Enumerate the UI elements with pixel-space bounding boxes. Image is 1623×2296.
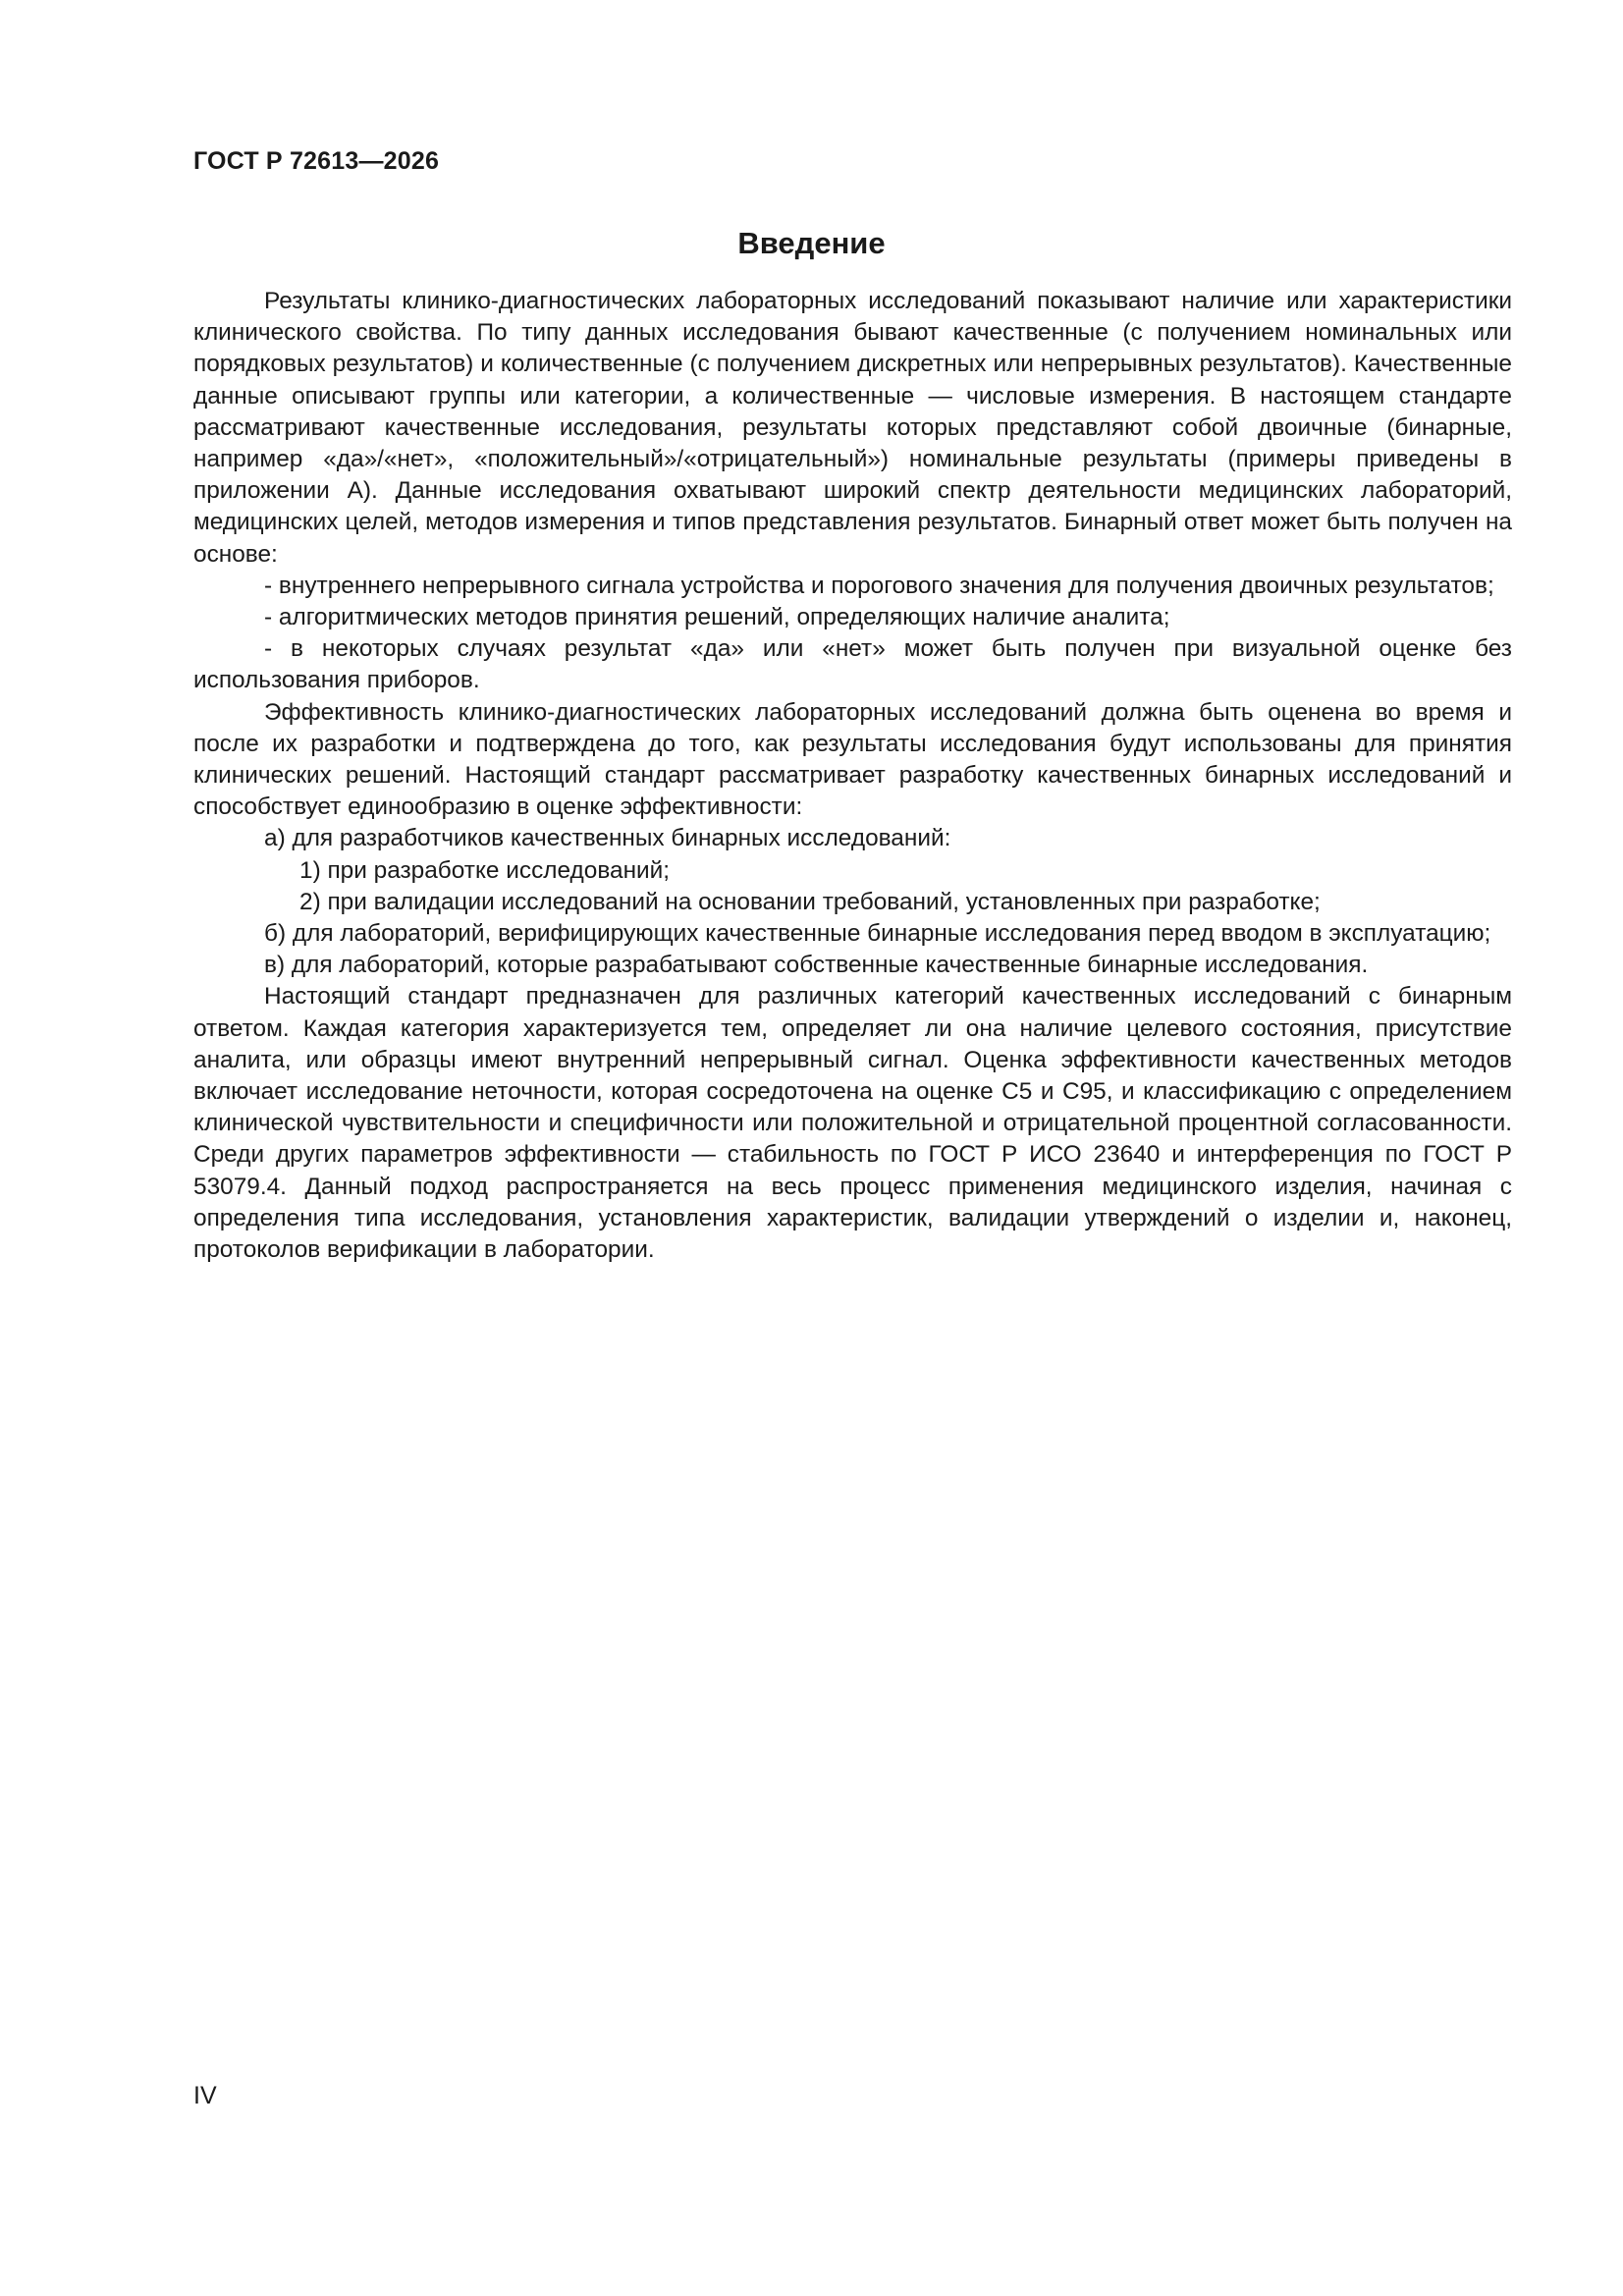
section-title: Введение: [737, 226, 886, 260]
paragraph-scope: Настоящий стандарт предназначен для различных категорий качественных исследований с бинарным ответом. Каждая категория характеризуется тем, определяет ли она наличие целевого состояния, присутствие аналита, или образцы имеют внутренний непрерывный сигнал. Оценка эффективности качественных методов включает исследование неточности, которая сосредоточена на оценке С5 и С95, и классификацию с определением клинической чувствительности и специфичности или положительной и отрицательной процентной согласованности. Среди других параметров эффективности — стабильность по ГОСТ Р ИСО 23640 и интерференция по ГОСТ Р 53079.4. Данный подход распространяется на весь процесс применения медицинского изделия, начиная с определения типа исследования, установления характеристик, валидации утверждений о изделии и, наконец, протоколов верификации в лаборатории.: [193, 983, 1512, 1264]
introduction-body: [193, 286, 1512, 1266]
list-item-a: а) для разработчиков качественных бинарных исследований:: [264, 825, 951, 852]
list-item-algorithm: - алгоритмических методов принятия решений, определяющих наличие аналита;: [264, 604, 1170, 631]
document-id: ГОСТ Р 72613—2026: [193, 147, 440, 175]
list-item-visual: - в некоторых случаях результат «да» или «нет» может быть получен при визуальной оценке без использования приборов.: [193, 635, 1512, 694]
list-item-a-1: 1) при разработке исследований;: [299, 856, 671, 884]
list-item-signal: - внутреннего непрерывного сигнала устройства и порогового значения для получения двоичных результатов;: [264, 572, 1494, 599]
list-item-b: б) для лабораторий, верифицирующих качественные бинарные исследования перед вводом в эксплуатацию;: [264, 920, 1491, 948]
paragraph-intro: Результаты клинико-диагностических лабораторных исследований показывают наличие или характеристики клинического свойства. По типу данных исследования бывают качественные (с получением номинальных или порядковых результатов) и количественные (с получением дискретных или непрерывных результатов). Качественные данные описывают группы или категории, а количественные — числовые измерения. В настоящем стандарте рассматривают качественные исследования, результаты которых представляют собой двоичные (бинарные, например «да»/«нет», «положительный»/«отрицательный») номинальные результаты (примеры приведены в приложении А). Данные исследования охватывают широкий спектр деятельности медицинских лабораторий, медицинских целей, методов измерения и типов представления результатов. Бинарный ответ может быть получен на основе:: [193, 288, 1512, 568]
page-number: IV: [193, 2082, 217, 2109]
list-item-a-2: 2) при валидации исследований на основании требований, установленных при разработке;: [299, 888, 1321, 915]
list-item-c: в) для лабораторий, которые разрабатывают собственные качественные бинарные исследования.: [264, 952, 1369, 979]
paragraph-efficiency: Эффективность клинико-диагностических лабораторных исследований должна быть оценена во время и после их разработки и подтверждена до того, как результаты исследования будут использованы для принятия клинических решений. Настоящий стандарт рассматривает разработку качественных бинарных исследований и способствует единообразию в оценке эффективности:: [193, 698, 1512, 821]
